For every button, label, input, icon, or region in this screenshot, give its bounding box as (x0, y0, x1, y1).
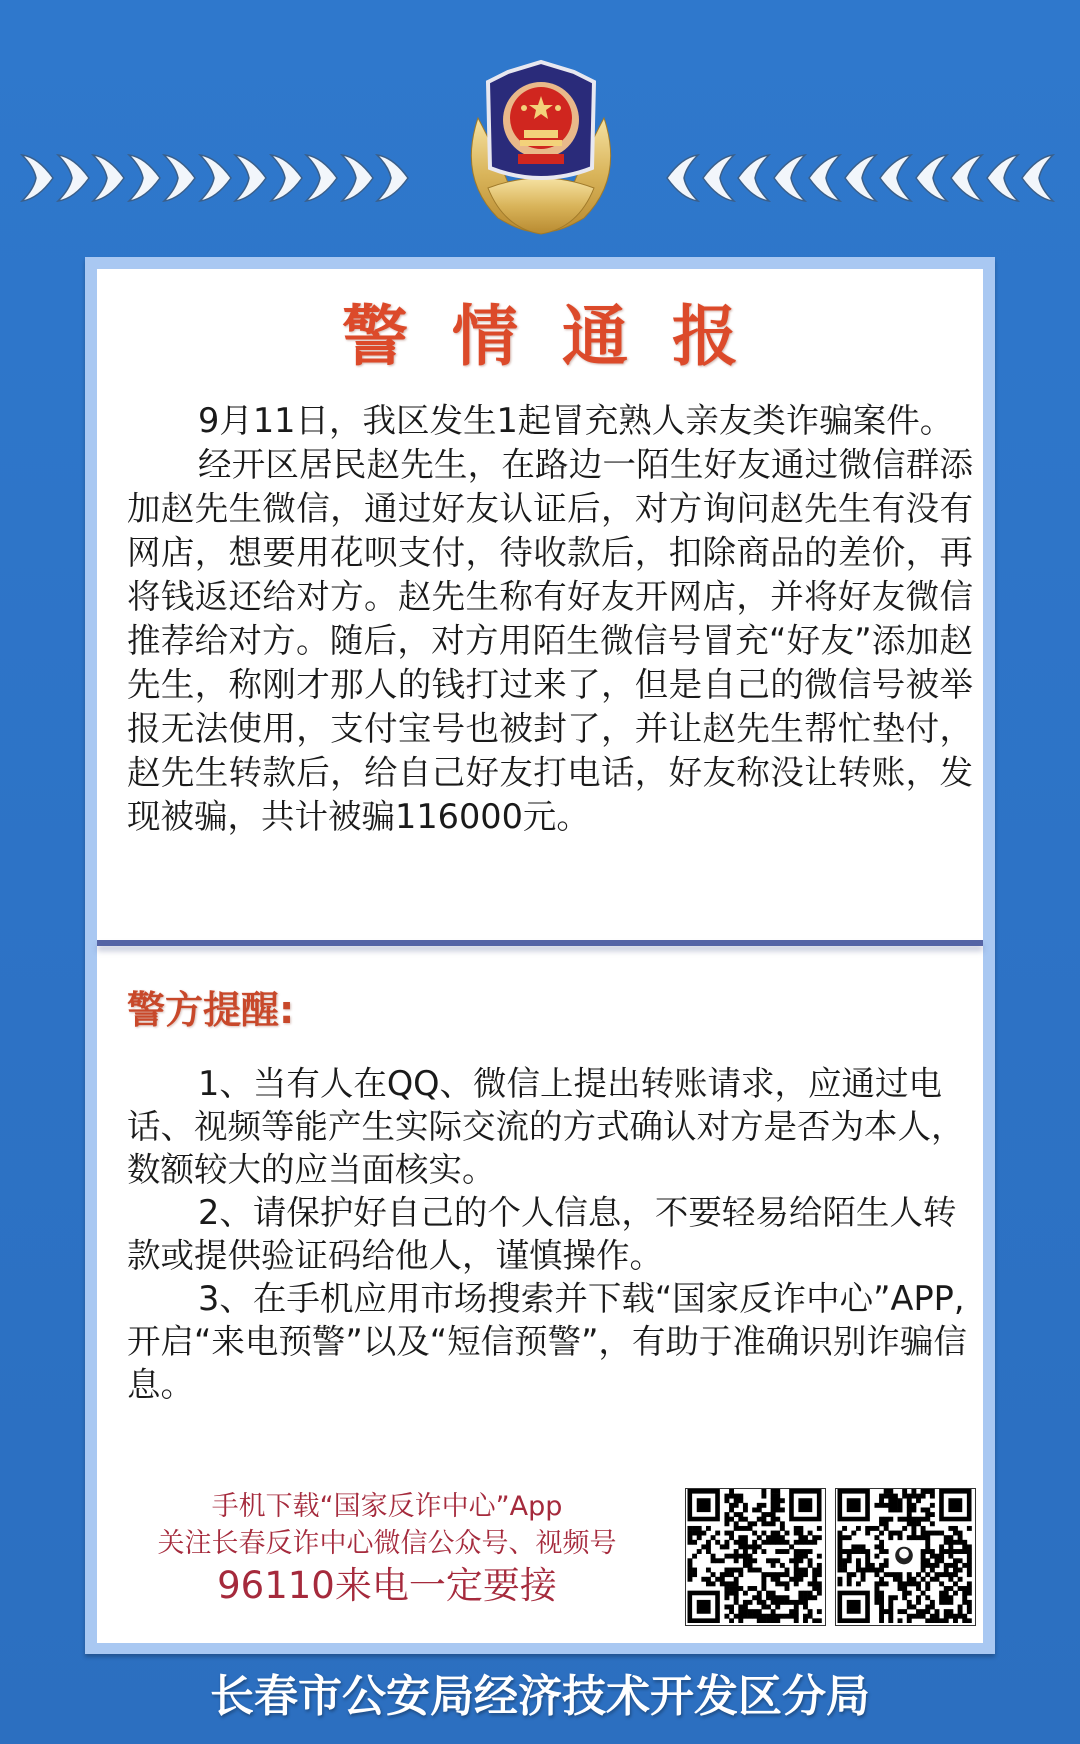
chevron-left-icon (665, 153, 701, 203)
promo-download-app: 手机下载“国家反诈中心”App (211, 1491, 563, 1522)
chevron-left-icon (985, 153, 1021, 203)
chevron-left-icon (878, 153, 914, 203)
bulletin-card-body (97, 269, 983, 1643)
promo-hotline: 96110来电一定要接 (217, 1564, 557, 1607)
chevron-right-icon (56, 153, 92, 203)
chevron-right-icon (375, 153, 411, 203)
reminder-item: 2、请保护好自己的个人信息，不要轻易给陌生人转款或提供验证码给他人，谨慎操作。 (127, 1193, 957, 1275)
chevron-right-icon (127, 153, 163, 203)
chevron-left-icon (772, 153, 808, 203)
case-report-paragraph: 经开区居民赵先生，在路边一陌生好友通过微信群添加赵先生微信，通过好友认证后，对方询问赵先生有没有网店，想要用花呗支付，待收款后，扣除商品的差价，再将钱返还给对方。赵先生称有好友开网店，并将好友微信推荐给对方。随后，对方用陌生微信号冒充“好友”添加赵先生，称刚才那人的钱打过来了，但是自己的微信号被举报无法使用，支付宝号也被封了，并让赵先生帮忙垫付，赵先生转款后，给自己好友打电话，好友称没让转账，发现被骗，共计被骗116000元。 (127, 445, 973, 836)
police-badge-icon (458, 58, 624, 236)
police-reminder-heading: 警方提醒: (127, 988, 295, 1032)
chevron-right-icon (91, 153, 127, 203)
case-report-paragraph: 9月11日，我区发生1起冒充熟人亲友类诈骗案件。 (198, 401, 954, 440)
issuing-organization: 长春市公安局经济技术开发区分局 (210, 1671, 870, 1722)
chevron-right-icon (20, 153, 56, 203)
chevron-right-icon (162, 153, 198, 203)
chevron-left-icon (701, 153, 737, 203)
chevron-left-icon (1020, 153, 1056, 203)
chevron-left-icon (736, 153, 772, 203)
anti-fraud-promo (97, 1488, 677, 1610)
chevron-right-icon (198, 153, 234, 203)
chevron-left-icon (914, 153, 950, 203)
chevron-right-icon (304, 153, 340, 203)
chevron-right-icon (340, 153, 376, 203)
bulletin-title: 警情通报 (342, 298, 782, 375)
chevron-left-icon (949, 153, 985, 203)
header (0, 0, 1080, 250)
reminder-item: 3、在手机应用市场搜索并下载“国家反诈中心”APP,开启“来电预警”以及“短信预警”，有助于准确识别诈骗信息。 (127, 1279, 967, 1404)
section-divider (97, 940, 983, 946)
promo-follow-account: 关注长春反诈中心微信公众号、视频号 (157, 1528, 617, 1559)
chevron-left-icon (807, 153, 843, 203)
chevron-left-icon (843, 153, 879, 203)
right-chevron-decoration (665, 153, 1056, 203)
chevron-right-icon (233, 153, 269, 203)
chevron-right-icon (269, 153, 305, 203)
qr-code-app-download[interactable] (685, 1488, 826, 1626)
reminder-item: 1、当有人在QQ、微信上提出转账请求，应通过电话、视频等能产生实际交流的方式确认对方是否为本人，数额较大的应当面核实。 (127, 1064, 965, 1189)
case-report (127, 399, 973, 839)
bulletin-card (85, 257, 995, 1654)
police-reminder-list (127, 1062, 973, 1406)
left-chevron-decoration (20, 153, 411, 203)
qr-code-wechat-official-account[interactable] (835, 1488, 976, 1626)
